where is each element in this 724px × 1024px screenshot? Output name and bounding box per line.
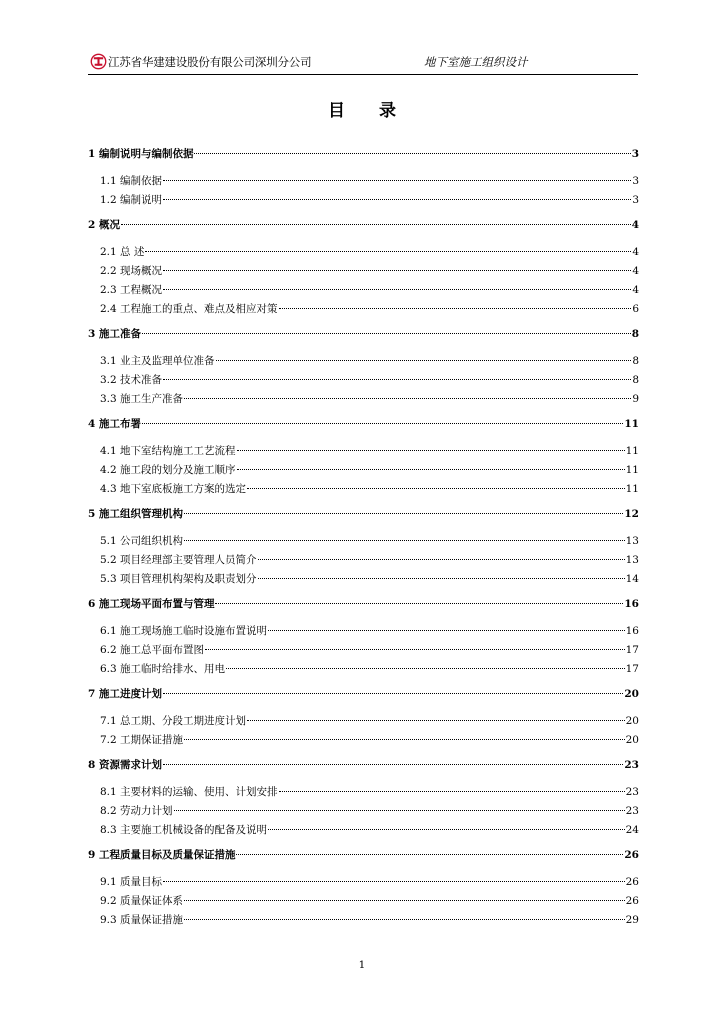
toc-entry-label: 1 编制说明与编制依据 bbox=[88, 148, 194, 160]
toc-title-part1: 目 bbox=[328, 101, 345, 121]
toc-section-entry[interactable] bbox=[100, 552, 639, 568]
toc-dot-leader bbox=[184, 739, 625, 740]
toc-entry-label: 6.1 施工现场施工临时设施布置说明 bbox=[100, 625, 268, 637]
toc-dot-leader bbox=[216, 360, 632, 361]
toc-entry-page: 11 bbox=[625, 464, 639, 476]
toc-entry-page: 29 bbox=[625, 914, 639, 926]
company-name: 江苏省华建建设股份有限公司深圳分公司 bbox=[108, 55, 312, 69]
page-number: 1 bbox=[358, 959, 366, 971]
toc-entry-label: 3.2 技术准备 bbox=[100, 374, 163, 386]
toc-entry-label: 7.2 工期保证措施 bbox=[100, 734, 184, 746]
toc-entry-page: 20 bbox=[625, 715, 639, 727]
toc-entry-label: 6.3 施工临时给排水、用电 bbox=[100, 663, 226, 675]
toc-dot-leader bbox=[215, 603, 623, 604]
toc-dot-leader bbox=[163, 270, 631, 271]
toc-entry-page: 4 bbox=[632, 265, 639, 277]
toc-entry-label: 5 施工组织管理机构 bbox=[88, 508, 183, 520]
toc-dot-leader bbox=[184, 919, 625, 920]
toc-entry-label: 6.2 施工总平面布置图 bbox=[100, 644, 205, 656]
toc-entry-page: 13 bbox=[625, 535, 639, 547]
toc-section-entry[interactable] bbox=[100, 372, 639, 388]
toc-entry-page: 9 bbox=[632, 393, 639, 405]
toc-section-entry[interactable] bbox=[100, 173, 639, 189]
toc-entry-page: 8 bbox=[632, 374, 639, 386]
toc-chapter-entry[interactable] bbox=[88, 596, 639, 612]
toc-entry-page: 13 bbox=[625, 554, 639, 566]
toc-dot-leader bbox=[142, 423, 623, 424]
toc-section-entry[interactable] bbox=[100, 822, 639, 838]
toc-entry-label: 2 概况 bbox=[88, 219, 120, 231]
toc-dot-leader bbox=[163, 764, 623, 765]
toc-chapter-entry[interactable] bbox=[88, 506, 639, 522]
toc-entry-page: 6 bbox=[632, 303, 639, 315]
toc-entry-page: 23 bbox=[624, 759, 639, 771]
toc-section-entry[interactable] bbox=[100, 732, 639, 748]
toc-entry-label: 2.2 现场概况 bbox=[100, 265, 163, 277]
toc-section-entry[interactable] bbox=[100, 301, 639, 317]
toc-dot-leader bbox=[268, 630, 625, 631]
toc-section-entry[interactable] bbox=[100, 661, 639, 677]
toc-entry-label: 5.3 项目管理机构架构及职责划分 bbox=[100, 573, 257, 585]
toc-chapter-entry[interactable] bbox=[88, 326, 639, 342]
toc-entry-page: 12 bbox=[624, 508, 639, 520]
toc-chapter-entry[interactable] bbox=[88, 686, 639, 702]
toc-entry-page: 4 bbox=[631, 219, 639, 231]
toc-entry-label: 2.3 工程概况 bbox=[100, 284, 163, 296]
toc-section-entry[interactable] bbox=[100, 391, 639, 407]
page-header bbox=[88, 50, 638, 75]
toc-section-entry[interactable] bbox=[100, 462, 639, 478]
company-logo-icon bbox=[90, 53, 107, 70]
toc-section-entry[interactable] bbox=[100, 533, 639, 549]
toc-section-entry[interactable] bbox=[100, 244, 639, 260]
toc-entry-page: 11 bbox=[625, 445, 639, 457]
toc-section-entry[interactable] bbox=[100, 713, 639, 729]
toc-chapter-entry[interactable] bbox=[88, 416, 639, 432]
toc-entry-label: 4 施工布署 bbox=[88, 418, 141, 430]
toc-entry-page: 3 bbox=[632, 175, 639, 187]
toc-dot-leader bbox=[268, 829, 625, 830]
toc-dot-leader bbox=[121, 224, 631, 225]
toc-dot-leader bbox=[247, 720, 625, 721]
toc-dot-leader bbox=[184, 900, 625, 901]
toc-chapter-entry[interactable] bbox=[88, 847, 639, 863]
toc-entry-label: 9.1 质量目标 bbox=[100, 876, 163, 888]
toc-dot-leader bbox=[226, 668, 625, 669]
toc-dot-leader bbox=[247, 488, 625, 489]
toc-dot-leader bbox=[163, 199, 631, 200]
toc-entry-page: 20 bbox=[625, 734, 639, 746]
toc-entry-label: 8.3 主要施工机械设备的配备及说明 bbox=[100, 824, 268, 836]
toc-entry-label: 3.3 施工生产准备 bbox=[100, 393, 184, 405]
toc-entry-label: 7 施工进度计划 bbox=[88, 688, 162, 700]
toc-section-entry[interactable] bbox=[100, 623, 639, 639]
toc-entry-page: 17 bbox=[625, 644, 639, 656]
toc-chapter-entry[interactable] bbox=[88, 146, 639, 162]
document-title: 地下室施工组织设计 bbox=[424, 55, 528, 69]
toc-dot-leader bbox=[258, 578, 625, 579]
toc-entry-page: 8 bbox=[632, 355, 639, 367]
toc-dot-leader bbox=[279, 308, 632, 309]
toc-dot-leader bbox=[237, 469, 625, 470]
toc-entry-page: 8 bbox=[631, 328, 639, 340]
toc-entry-label: 8.2 劳动力计划 bbox=[100, 805, 173, 817]
toc-section-entry[interactable] bbox=[100, 893, 639, 909]
toc-chapter-entry[interactable] bbox=[88, 757, 639, 773]
toc-dot-leader bbox=[142, 333, 631, 334]
toc-entry-label: 9.2 质量保证体系 bbox=[100, 895, 184, 907]
toc-dot-leader bbox=[163, 693, 623, 694]
toc-title bbox=[0, 96, 724, 121]
toc-section-entry[interactable] bbox=[100, 803, 639, 819]
toc-entry-page: 14 bbox=[625, 573, 639, 585]
toc-entry-page: 17 bbox=[625, 663, 639, 675]
toc-entry-label: 1.2 编制说明 bbox=[100, 194, 163, 206]
toc-section-entry[interactable] bbox=[100, 784, 639, 800]
toc-entry-page: 3 bbox=[632, 194, 639, 206]
toc-section-entry[interactable] bbox=[100, 912, 639, 928]
toc-dot-leader bbox=[236, 854, 623, 855]
toc-entry-page: 4 bbox=[632, 284, 639, 296]
toc-dot-leader bbox=[163, 881, 625, 882]
toc-entry-label: 8.1 主要材料的运输、使用、计划安排 bbox=[100, 786, 278, 798]
toc-entry-label: 3.1 业主及监理单位准备 bbox=[100, 355, 215, 367]
toc-entry-label: 5.2 项目经理部主要管理人员简介 bbox=[100, 554, 257, 566]
toc-dot-leader bbox=[279, 791, 625, 792]
toc-section-entry[interactable] bbox=[100, 282, 639, 298]
toc-entry-label: 9.3 质量保证措施 bbox=[100, 914, 184, 926]
toc-entry-label: 5.1 公司组织机构 bbox=[100, 535, 184, 547]
toc-dot-leader bbox=[174, 810, 625, 811]
toc-entry-label: 4.3 地下室底板施工方案的选定 bbox=[100, 483, 247, 495]
toc-chapter-entry[interactable] bbox=[88, 217, 639, 233]
toc-entry-page: 3 bbox=[631, 148, 639, 160]
toc-dot-leader bbox=[184, 513, 623, 514]
toc-entry-page: 16 bbox=[625, 625, 639, 637]
toc-entry-page: 20 bbox=[624, 688, 639, 700]
toc-entry-label: 8 资源需求计划 bbox=[88, 759, 162, 771]
toc-section-entry[interactable] bbox=[100, 443, 639, 459]
toc-section-entry[interactable] bbox=[100, 642, 639, 658]
toc-entry-label: 1.1 编制依据 bbox=[100, 175, 163, 187]
toc-entry-label: 9 工程质量目标及质量保证措施 bbox=[88, 849, 236, 861]
toc-entry-page: 11 bbox=[625, 483, 639, 495]
toc-entry-page: 26 bbox=[624, 849, 639, 861]
toc-entry-label: 3 施工准备 bbox=[88, 328, 141, 340]
toc-section-entry[interactable] bbox=[100, 874, 639, 890]
toc-title-part2: 录 bbox=[379, 101, 396, 121]
toc-dot-leader bbox=[258, 559, 625, 560]
toc-dot-leader bbox=[194, 153, 630, 154]
toc-entry-label: 4.1 地下室结构施工工艺流程 bbox=[100, 445, 236, 457]
toc-dot-leader bbox=[237, 450, 625, 451]
toc-section-entry[interactable] bbox=[100, 353, 639, 369]
toc-dot-leader bbox=[163, 180, 631, 181]
toc-entry-label: 6 施工现场平面布置与管理 bbox=[88, 598, 215, 610]
toc-dot-leader bbox=[205, 649, 625, 650]
toc-section-entry[interactable] bbox=[100, 192, 639, 208]
toc-entry-label: 7.1 总工期、分段工期进度计划 bbox=[100, 715, 247, 727]
toc-entry-page: 16 bbox=[624, 598, 639, 610]
toc-entry-page: 4 bbox=[632, 246, 639, 258]
toc-entry-label: 2.4 工程施工的重点、难点及相应对策 bbox=[100, 303, 278, 315]
toc-dot-leader bbox=[184, 398, 631, 399]
toc-entry-page: 23 bbox=[625, 805, 639, 817]
toc-dot-leader bbox=[163, 379, 631, 380]
toc-dot-leader bbox=[184, 540, 625, 541]
toc-entry-page: 23 bbox=[625, 786, 639, 798]
toc-dot-leader bbox=[145, 251, 631, 252]
toc-dot-leader bbox=[163, 289, 631, 290]
toc-entry-page: 24 bbox=[625, 824, 639, 836]
toc-entry-page: 26 bbox=[625, 895, 639, 907]
toc-entry-label: 2.1 总 述 bbox=[100, 246, 145, 258]
toc-entry-page: 26 bbox=[625, 876, 639, 888]
toc-entry-label: 4.2 施工段的划分及施工顺序 bbox=[100, 464, 236, 476]
toc-entry-page: 11 bbox=[624, 418, 639, 430]
toc-section-entry[interactable] bbox=[100, 263, 639, 279]
toc-section-entry[interactable] bbox=[100, 571, 639, 587]
toc-section-entry[interactable] bbox=[100, 481, 639, 497]
